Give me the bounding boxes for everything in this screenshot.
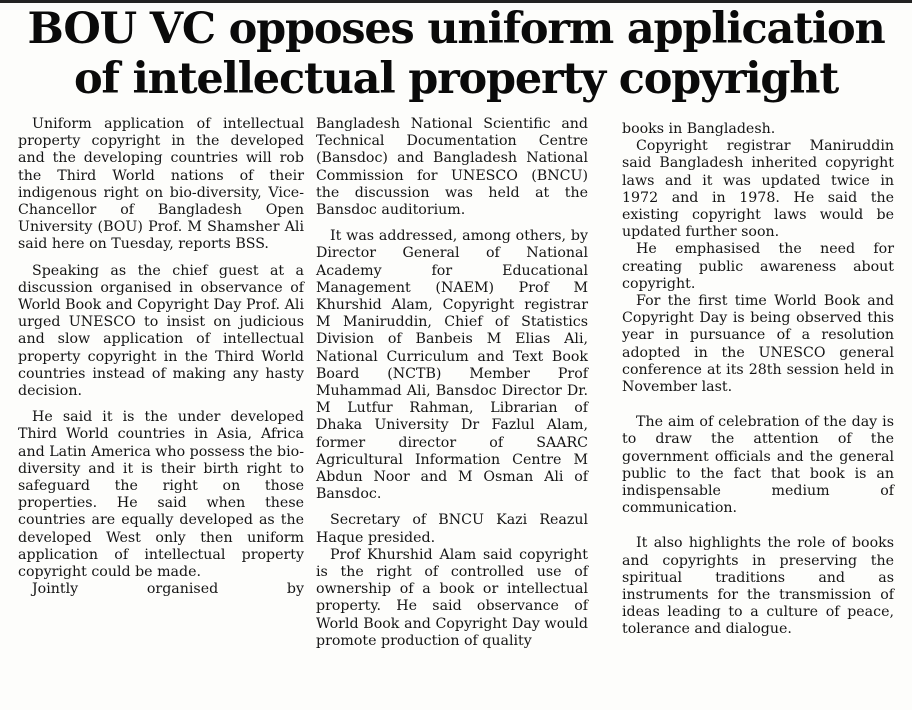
paragraph: Speaking as the chief guest at a discussion organised in observance of World Book and Copyright Day Prof. Ali urged UNESCO to insist on judicious and slow application of intellectual property copyright in the Third World countries instead of making any hasty decision. bbox=[18, 262, 304, 400]
paragraph: It also highlights the role of books and copyrights in preserving the spiritual traditions and as instruments for the transmission of ideas leading to a culture of peace, tolerance and dialogue. bbox=[622, 535, 894, 638]
headline-line-2: of intellectual property copyright bbox=[73, 54, 839, 104]
paragraph: The aim of celebration of the day is to draw the attention of the government officials and the general public to the fact that book is an indispensable medium of communication. bbox=[622, 414, 894, 517]
paragraph: Secretary of BNCU Kazi Reazul Haque presided. bbox=[316, 512, 588, 546]
paragraph: Bangladesh National Scientific and Technical Documentation Centre (Bansdoc) and Bangladesh National Commission for UNESCO (BNCU) the discussion was held at the Bansdoc auditorium. bbox=[316, 116, 588, 219]
paragraph: Copyright registrar Maniruddin said Bangladesh inherited copyright laws and it was updated twice in 1972 and in 1978. He said the existing copyright laws would be updated further soon. bbox=[622, 138, 894, 241]
paragraph: He emphasised the need for creating public awareness about copyright. bbox=[622, 241, 894, 292]
paragraph: He said it is the under developed Third World countries in Asia, Africa and Latin America who possess the bio-diversity and it is their birth right to safeguard the right on those properties. He said when these countries are equally developed as the developed West only then uniform application of intellectual property copyright could be made. bbox=[18, 409, 304, 581]
top-rule bbox=[0, 0, 912, 3]
article-column-2 bbox=[316, 116, 588, 650]
headline-line-1: BOU VC opposes uniform application bbox=[27, 4, 885, 54]
paragraph: For the first time World Book and Copyright Day is being observed this year in pursuance of a resolution adopted in the UNESCO general conference at its 28th session held in November last. bbox=[622, 293, 894, 396]
article-column-3 bbox=[622, 121, 894, 639]
paragraph: Jointly organised by bbox=[32, 581, 304, 598]
headline bbox=[0, 4, 912, 104]
article-column-1 bbox=[18, 116, 304, 598]
paragraph: It was addressed, among others, by Director General of National Academy for Educational Management (NAEM) Prof M Khurshid Alam, Copyright registrar M Maniruddin, Chief of Statistics Division of Banbeis M Elias Ali, National Curriculum and Text Book Board (NCTB) Member Prof Muhammad Ali, Bansdoc Director Dr. M Lutfur Rahman, Librarian of Dhaka University Dr Fazlul Alam, former director of SAARC Agricultural Information Centre M Abdun Noor and M Osman Ali of Bansdoc. bbox=[316, 228, 588, 503]
paragraph: books in Bangladesh. bbox=[622, 121, 776, 137]
paragraph: Uniform application of intellectual property copyright in the developed and the developing countries will rob the Third World nations of their indigenous right on bio-diversity, Vice-Chancellor of Bangladesh Open University (BOU) Prof. M Shamsher Ali said here on Tuesday, reports BSS. bbox=[18, 116, 304, 253]
paragraph: Prof Khurshid Alam said copyright is the right of controlled use of ownership of a book or intellectual property. He said observance of World Book and Copyright Day would promote production of quality bbox=[316, 546, 588, 649]
